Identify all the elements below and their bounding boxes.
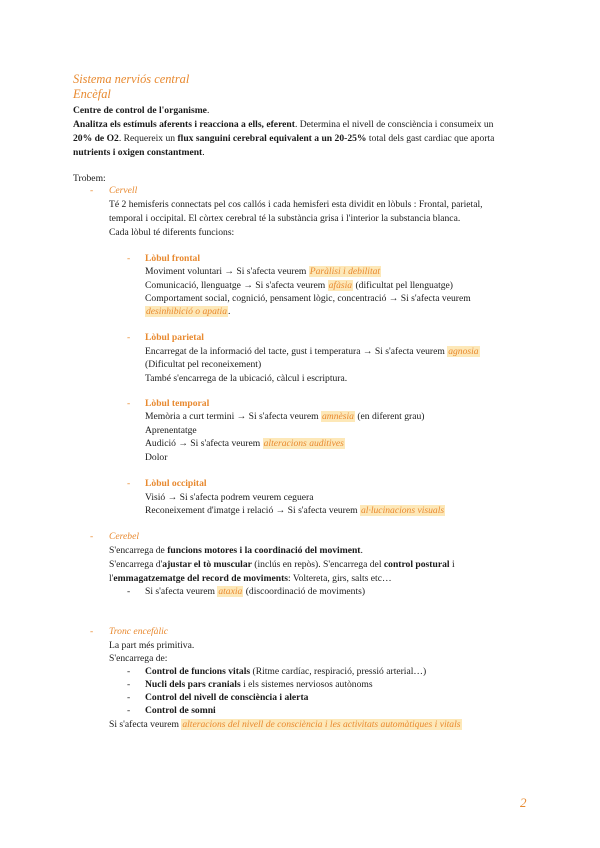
page-number: 2 <box>520 795 527 810</box>
temporal-line-3: Audició → Si s'afecta veurem alteracions auditives <box>145 438 344 449</box>
frontal-line-4: desinhibició o apatia. <box>146 306 231 317</box>
temporal-line-2: Aprenentatge <box>145 425 197 436</box>
intro-line-1: Centre de control de l'organisme. <box>73 105 210 116</box>
cerebel-sub-bullet: - <box>127 586 131 597</box>
parietal-line-2: (Dificultat pel reconeixement) <box>145 359 262 370</box>
tronc-line-1: La part més primitiva. <box>109 640 195 651</box>
section-title: Sistema nerviós central <box>73 72 190 86</box>
cerebel-line-1: S'encarrega de funcions motores i la coordinació del moviment. <box>109 545 363 556</box>
intro-line-2: Analitza els estímuls aferents i reacciona a ells, eferent. Determina el nivell de consciència i consumeix un <box>73 119 494 130</box>
tronc-item: Nucli dels pars cranials i els sistemes nerviosos autònoms <box>145 679 373 690</box>
temporal-line-4: Dolor <box>145 452 168 463</box>
tronc-item-bullet: - <box>127 692 131 703</box>
temporal-line-1: Memòria a curt termini → Si s'afecta veurem amnèsia (en diferent grau) <box>145 411 425 422</box>
cerebel-label: Cerebel <box>109 531 140 542</box>
tronc-effect-line: Si s'afecta veurem alteracions del nivell de consciència i les activitats automàtiques i vitals <box>109 719 461 730</box>
tronc-bullet: - <box>90 626 94 637</box>
parietal-bullet: - <box>127 332 131 343</box>
cerebel-sub-line: Si s'afecta veurem ataxia (discoordinació de moviments) <box>145 586 366 597</box>
cervell-heading: - <box>90 185 94 196</box>
occipital-bullet: - <box>127 478 131 489</box>
frontal-line-1: Moviment voluntari → Si s'afecta veurem Paràlisi i debilitat <box>145 266 381 277</box>
trobem-label: Trobem: <box>73 173 106 184</box>
cervell-text-3: Cada lòbul té diferents funcions: <box>109 227 235 238</box>
temporal-heading: Lòbul temporal <box>145 398 210 409</box>
frontal-line-3: Comportament social, cognició, pensament lògic, concentració → Si s'afecta veurem <box>145 293 471 304</box>
cerebel-line-2: S'encarrega d'ajustar el tò muscular (inclús en repòs). S'encarrega del control postural i <box>109 559 455 570</box>
intro-line-3: 20% de O2. Requereix un flux sanguini cerebral equivalent a un 20-25% total dels gast cardiac que aporta <box>73 133 495 144</box>
tronc-item: Control de somni <box>145 705 216 716</box>
tronc-item: Control del nivell de consciència i alerta <box>145 692 309 703</box>
occipital-heading: Lòbul occipital <box>145 478 207 489</box>
cervell-label: Cervell <box>109 185 138 196</box>
parietal-heading: Lòbul parietal <box>145 332 204 343</box>
parietal-line-1: Encarregat de la informació del tacte, gust i temperatura → Si s'afecta veurem agnosia <box>145 346 479 357</box>
intro-line-4: nutrients i oxigen constantment. <box>73 147 205 158</box>
tronc-item-bullet: - <box>127 666 131 677</box>
occipital-line-1: Visió → Si s'afecta podrem veurem ceguera <box>145 492 314 503</box>
tronc-item-bullet: - <box>127 679 131 690</box>
parietal-line-3: També s'encarrega de la ubicació, càlcul i escriptura. <box>145 373 348 384</box>
tronc-item: Control de funcions vitals (Ritme cardíac, respiració, pressió arterial…) <box>145 666 427 677</box>
cervell-text-1: Té 2 hemisferis connectats pel cos callós i cada hemisferi esta dividit en lòbuls : Frontal, parietal, <box>109 199 483 210</box>
frontal-bullet: - <box>127 253 131 264</box>
cerebel-line-3: l'emmagatzematge del record de moviments: Voltereta, girs, salts etc… <box>109 573 392 584</box>
frontal-heading: Lòbul frontal <box>145 253 200 264</box>
tronc-item-bullet: - <box>127 705 131 716</box>
occipital-line-2: Reconeixement d'imatge i relació → Si s'afecta veurem al·lucinacions visuals <box>145 505 445 516</box>
temporal-bullet: - <box>127 398 131 409</box>
cerebel-bullet: - <box>90 531 94 542</box>
tronc-line-2: S'encarrega de: <box>109 653 168 664</box>
frontal-line-2: Comunicació, llenguatge → Si s'afecta veurem afàsia (dificultat pel llenguatge) <box>145 280 453 291</box>
cervell-text-2: temporal i occipital. El còrtex cerebral té la substància grisa i l'interior la substancia blanca. <box>109 213 461 224</box>
tronc-label: Tronc encefàlic <box>109 626 169 637</box>
subsection-title: Encèfal <box>73 87 111 101</box>
